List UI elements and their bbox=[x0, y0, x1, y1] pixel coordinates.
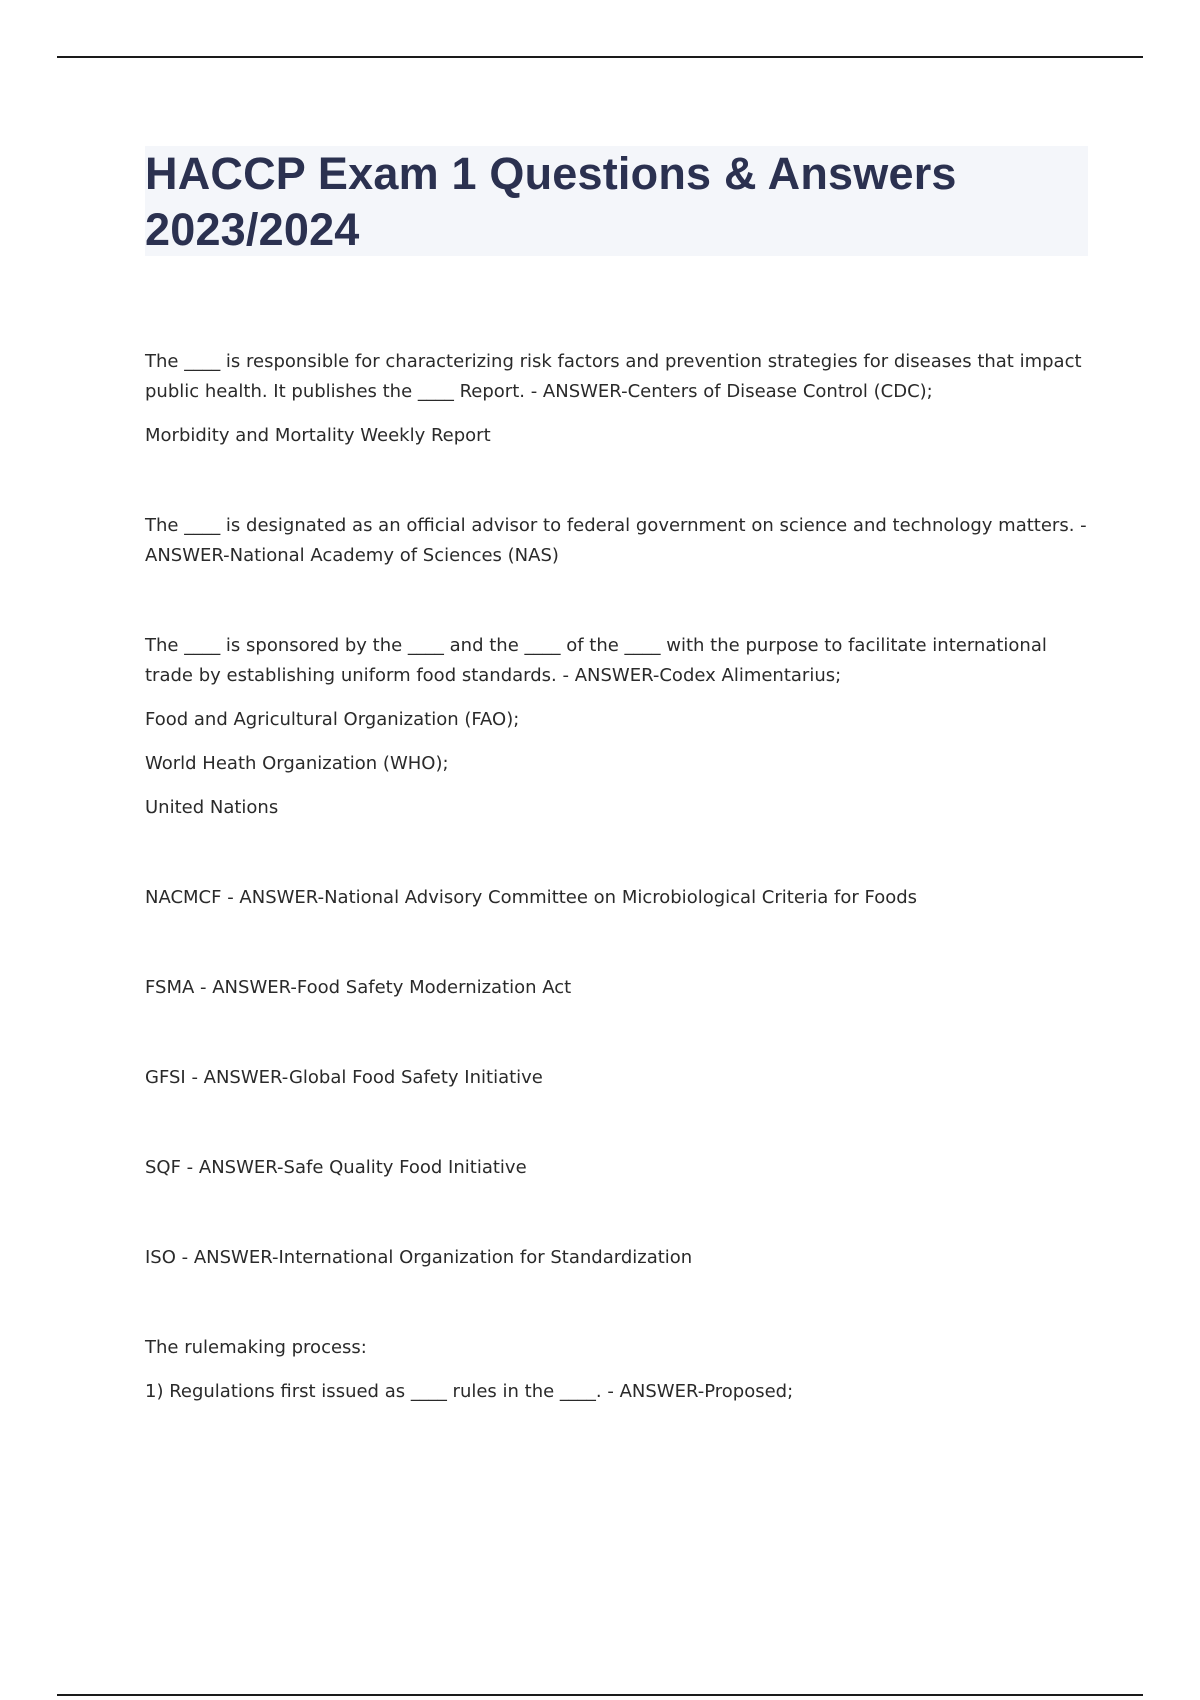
qa-item bbox=[145, 511, 1095, 571]
question-line: FSMA - ANSWER-Food Safety Modernization Act bbox=[145, 977, 572, 998]
question-line: GFSI - ANSWER-Global Food Safety Initiative bbox=[145, 1067, 543, 1088]
question-line: 1) Regulations first issued as ____ rules in the ____. - ANSWER-Proposed; bbox=[145, 1381, 794, 1402]
answer-line: World Heath Organization (WHO); bbox=[145, 753, 449, 774]
document-body bbox=[145, 347, 1095, 1421]
answer-line: Food and Agricultural Organization (FAO); bbox=[145, 709, 520, 730]
question-line: NACMCF - ANSWER-National Advisory Committee on Microbiological Criteria for Foods bbox=[145, 887, 918, 908]
qa-item bbox=[145, 1063, 1095, 1093]
qa-item bbox=[145, 883, 1095, 913]
section-heading-line: The rulemaking process: bbox=[145, 1337, 367, 1358]
qa-item bbox=[145, 973, 1095, 1003]
answer-line: Morbidity and Mortality Weekly Report bbox=[145, 425, 491, 446]
question-line: SQF - ANSWER-Safe Quality Food Initiative bbox=[145, 1157, 527, 1178]
question-line: The ____ is responsible for characterizing risk factors and prevention strategies for diseases that impact public health. It publishes the ____ Report. - ANSWER-Centers of Disease Control (CDC); bbox=[145, 351, 1088, 402]
top-rule bbox=[57, 56, 1143, 58]
bottom-rule bbox=[57, 1694, 1143, 1696]
qa-item bbox=[145, 1333, 1095, 1407]
question-line: The ____ is designated as an official advisor to federal government on science and technology matters. - ANSWER-National Academy of Sciences (NAS) bbox=[145, 515, 1093, 566]
qa-item bbox=[145, 631, 1095, 823]
answer-line: United Nations bbox=[145, 797, 279, 818]
qa-item bbox=[145, 1243, 1095, 1273]
qa-item bbox=[145, 347, 1095, 451]
document-title: HACCP Exam 1 Questions & Answers 2023/2024 bbox=[145, 148, 957, 255]
question-line: The ____ is sponsored by the ____ and the ____ of the ____ with the purpose to facilitate international trade by establishing uniform food standards. - ANSWER-Codex Alimentarius; bbox=[145, 635, 1053, 686]
qa-item bbox=[145, 1153, 1095, 1183]
question-line: ISO - ANSWER-International Organization for Standardization bbox=[145, 1247, 693, 1268]
title-banner bbox=[145, 146, 1088, 256]
